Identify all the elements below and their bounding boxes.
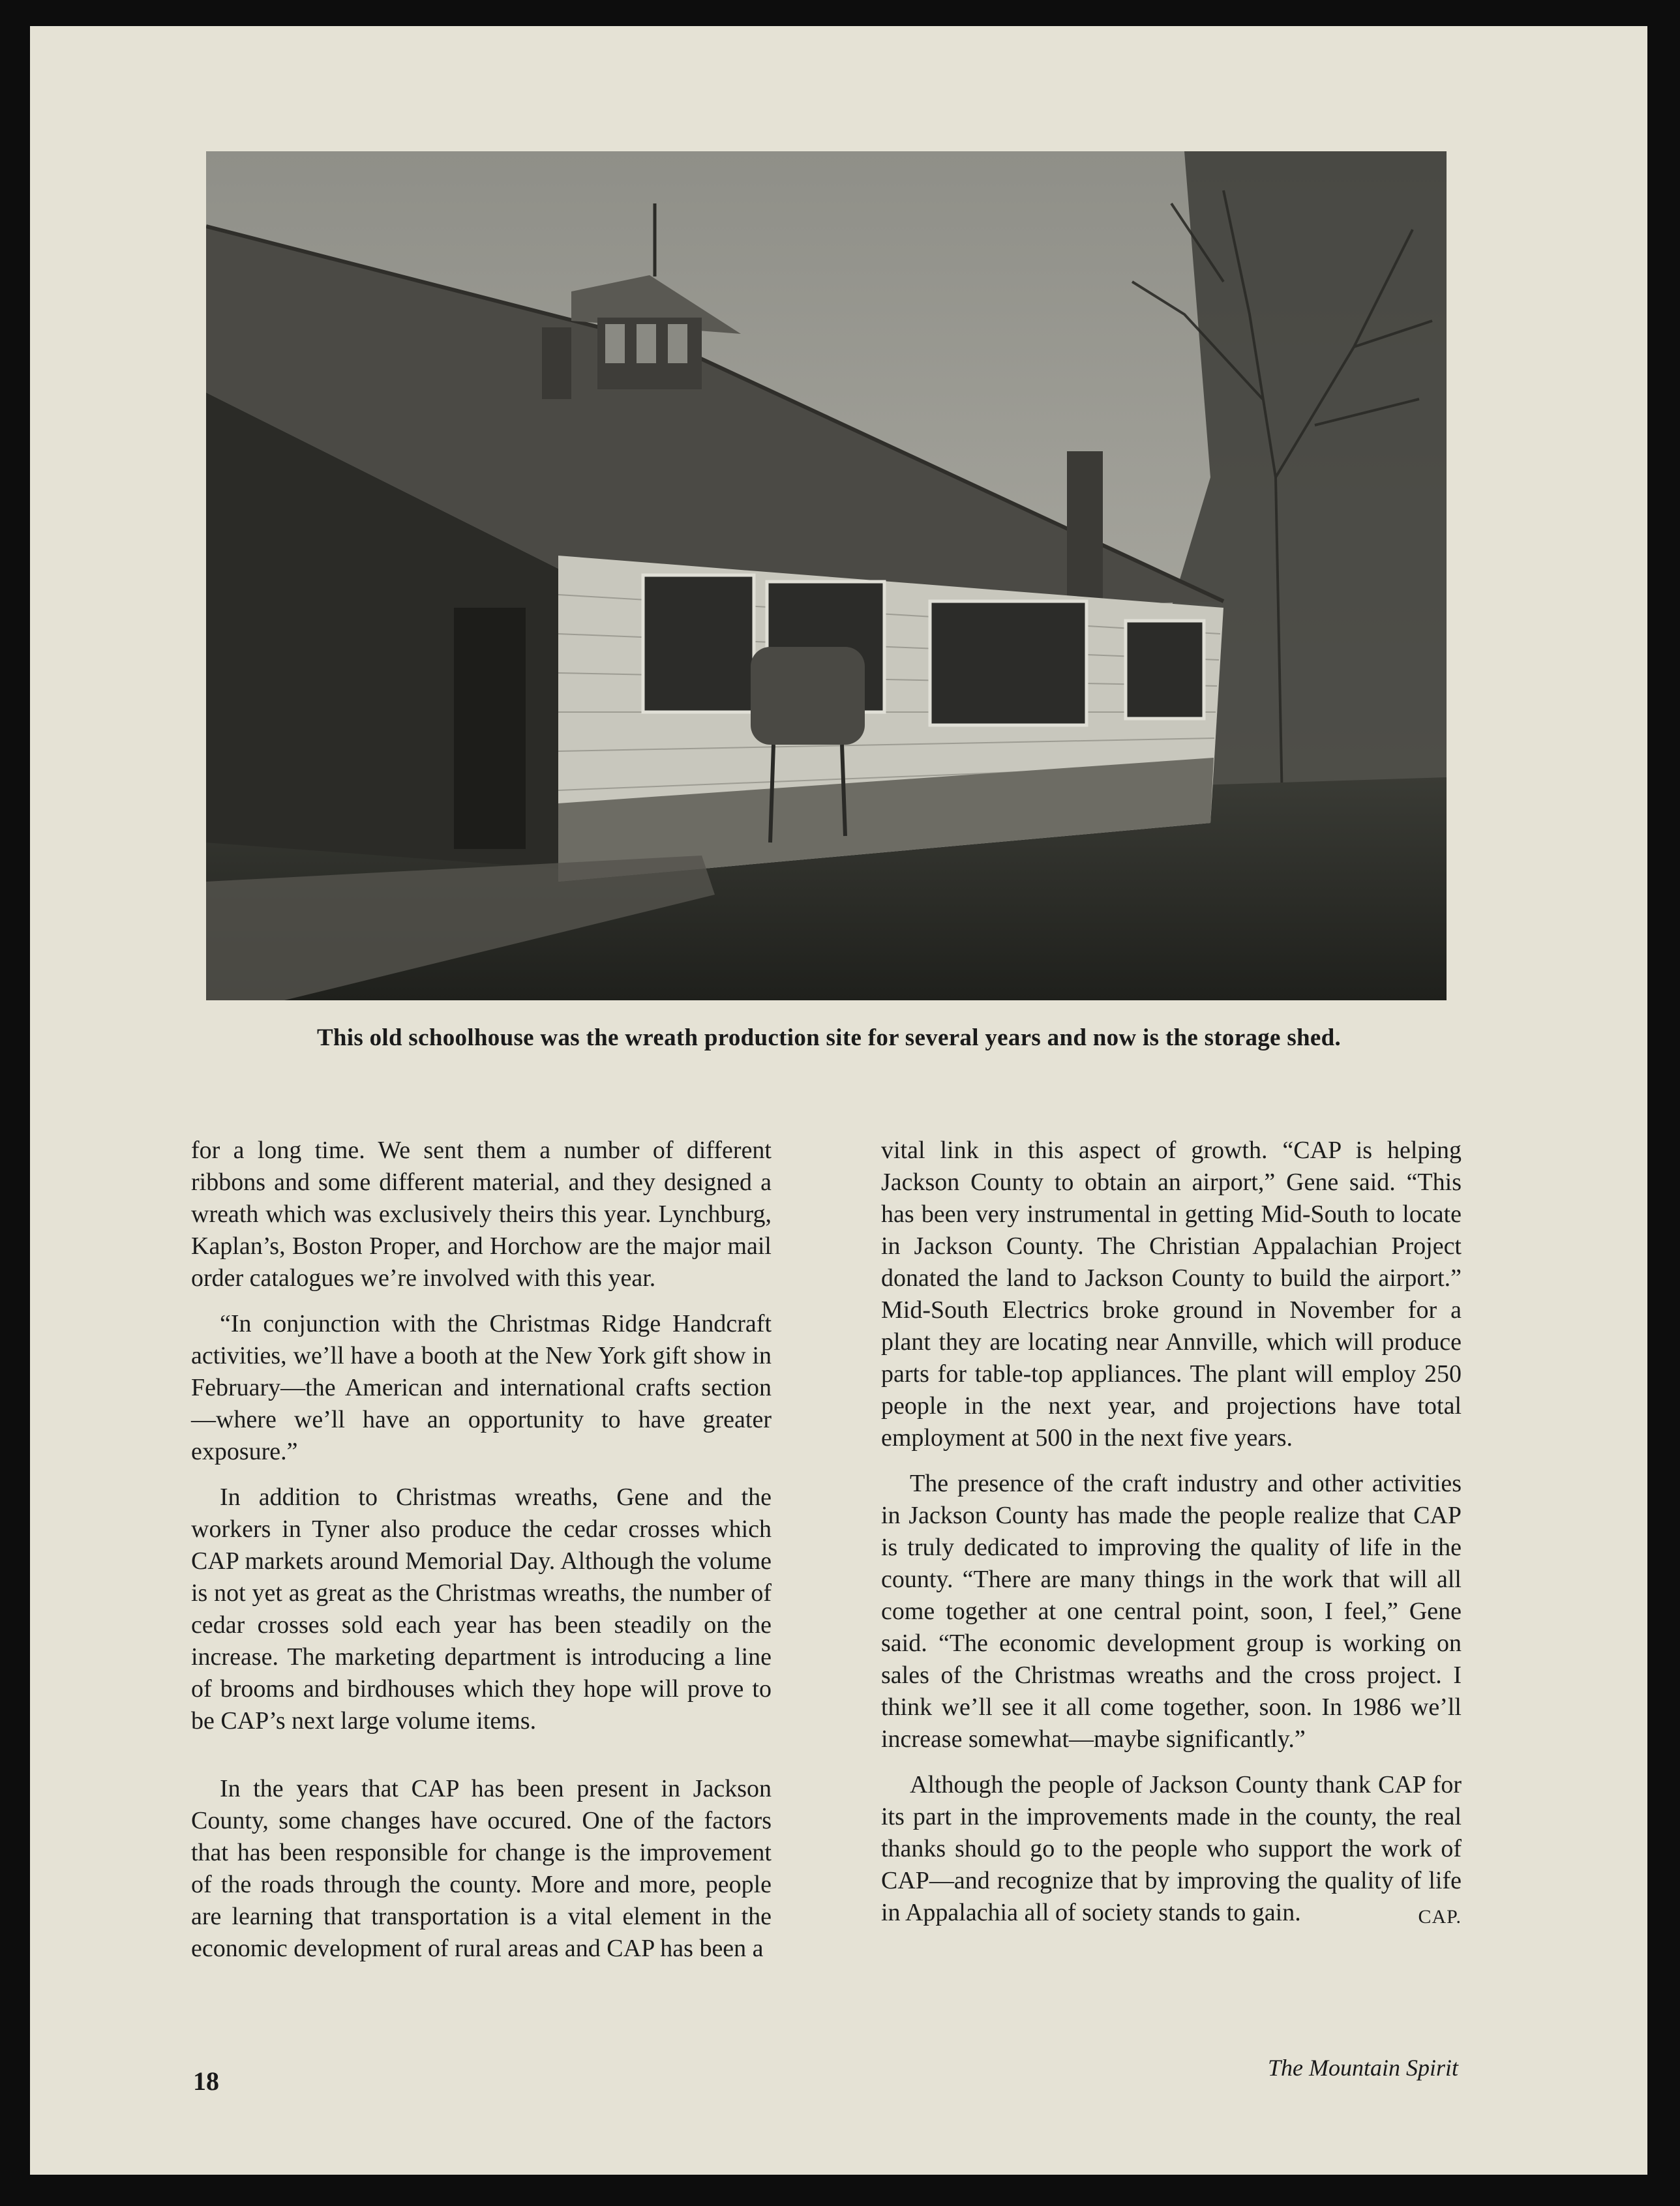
paragraph-text: Although the people of Jackson County thank CAP for its part in the improvements made in the county, the real thanks should go to the people who support the work of CAP—and recognize that by improving the quality of life in Appalachia all of society stands to gain. [881, 1771, 1462, 1926]
publication-name: The Mountain Spirit [1267, 2055, 1458, 2081]
article-signature: CAP. [1418, 1906, 1462, 1928]
paragraph-final [881, 1769, 1462, 1929]
paragraph: In the years that CAP has been present in Jackson County, some changes have occured. One of the factors that has been responsible for change is the improvement of the roads through the county. More and more, people are learning that transportation is a vital element in the economic development of rural areas and CAP has been a [191, 1775, 772, 1962]
paragraph: for a long time. We sent them a number of different ribbons and some different material, and they designed a wreath which was exclusively theirs this year. Lynchburg, Kaplan’s, Boston Proper, and Horchow are the major mail order catalogues we’re involved with this year. [191, 1137, 772, 1292]
article-column-left [191, 1135, 772, 1978]
article-column-right [881, 1135, 1462, 1943]
paragraph: The presence of the craft industry and other activities in Jackson County has made the people realize that CAP is truly dedicated to improving the quality of life in the county. “There are many things in the work that will all come together at one central point, soon, I feel,” Gene said. “The economic development group is working on sales of the Christmas wreaths and the cross project. I think we’ll see it all come together, soon. In 1986 we’ll increase somewhat—maybe significantly.” [881, 1470, 1462, 1753]
magazine-page [30, 26, 1647, 2175]
paragraph: “In conjunction with the Christmas Ridge Handcraft activities, we’ll have a booth at the New York gift show in February—the American and international crafts section—where we’ll have an opportunity to have greater exposure.” [191, 1310, 772, 1465]
page-number: 18 [193, 2066, 219, 2096]
paragraph: vital link in this aspect of growth. “CAP is helping Jackson County to obtain an airport,” Gene said. “This has been very instrumental in getting Mid-South to locate in Jackson County. The Christian Appalachian Project donated the land to Jackson County to build the airport.” Mid-South Electrics broke ground in November for a plant they are locating near Annville, which will produce parts for table-top appliances. The plant will employ 250 people in the next year, and projections have total employment at 500 in the next five years. [881, 1137, 1462, 1452]
photo-caption: This old schoolhouse was the wreath production site for several years and now is the storage shed. [316, 1024, 1342, 1051]
schoolhouse-illustration [206, 151, 1447, 1000]
paragraph: In addition to Christmas wreaths, Gene and the workers in Tyner also produce the cedar crosses which CAP markets around Memorial Day. Although the volume is not yet as great as the Christmas wreaths, the number of cedar crosses sold each year has been steadily on the increase. The marketing department is introducing a line of brooms and birdhouses which they hope will prove to be CAP’s next large volume items. [191, 1483, 772, 1735]
schoolhouse-photo [206, 151, 1447, 1000]
